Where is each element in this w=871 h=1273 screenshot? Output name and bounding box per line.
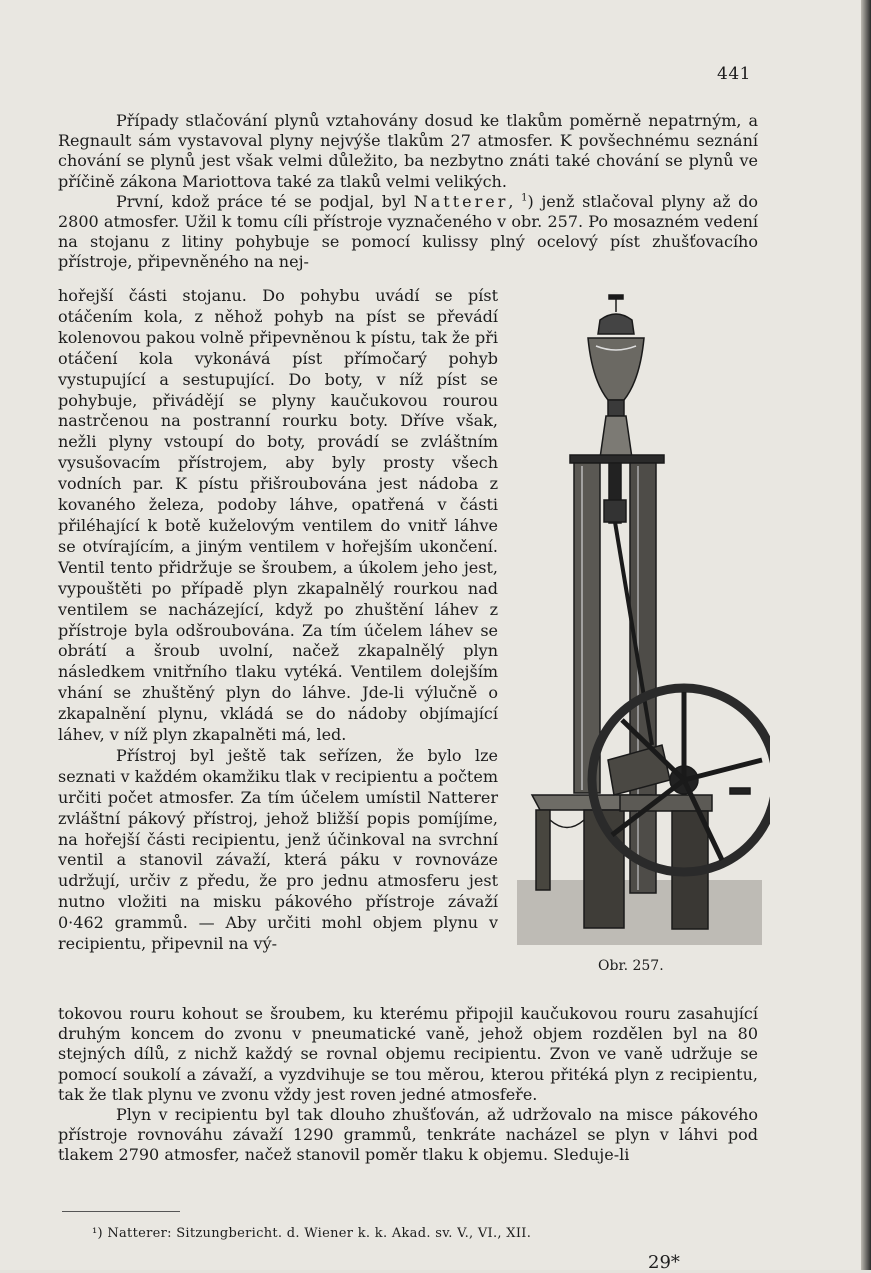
page-number: 441 bbox=[717, 64, 751, 84]
paragraph-1: Případy stlačování plynů vztahovány dosud ke tlakům poměrně nepatrným, a Regnault sám vystavoval plyny nejvýše tlakům 27 atmosfer. K povšechnému seznání chování se plynů jest však velmi důležito, ba nezbytno znáti také chování se plynů ve příčině zákona Mariottova také za tlaků velmi velikých. bbox=[58, 111, 758, 191]
text-block-top bbox=[58, 111, 758, 273]
paragraph-4: Přístroj byl ještě tak seřízen, že bylo lze seznati v každém okamžiku tlak v recipientu a počtem určiti počet atmosfer. Za tím účelem umístil Natterer zvláštní pákový přístroj, jehož bližší popis pomíjíme, na hořejší části recipientu, jenž účinkoval na svrchní ventil a stanovil závaží, která páku v rovnováze udržují, určiv z předu, že pro jednu atmosferu jest nutno vložiti na misku pákového přístroje závaží 0·462 grammů. — Aby určiti mohl objem plynu v recipientu, připevnil na vý- bbox=[58, 745, 498, 954]
paragraph-5: tokovou rouru kohout se šroubem, ku kterému připojil kaučukovou rouru zasahující druhým koncem do zvonu v pneumatické vaně, jehož objem rozdělen byl na 80 stejných dílů, z nichž každý se rovnal objemu recipientu. Zvon ve vaně udržuje se pomocí soukolí a závaží, a vyzdvihuje se tou měrou, kterou přitéká plyn z recipientu, tak že tlak plynu ve zvonu vždy jest roven jedné atmosfeře. bbox=[58, 1004, 758, 1104]
text-block-bottom bbox=[58, 1004, 758, 1166]
paragraph-2: První, kdož práce té se podjal, byl Natterer, $^1$) jenž stlačoval plyny až do 2800 atmosfer. Užil k tomu cíli přístroje vyznačeného v obr. 257. Po mosazném vedení na stojanu z litiny pohybuje se pomocí kulissy plný ocelový píst zhušťovacího přístroje, připevněného na nej- bbox=[58, 191, 759, 272]
footnote-mark: 1 bbox=[521, 192, 528, 204]
text-block-narrow bbox=[58, 286, 498, 955]
apparatus-figure bbox=[512, 290, 770, 950]
paragraph-3: hořejší části stojanu. Do pohybu uvádí se píst otáčením kola, z něhož pohyb na píst se převádí kolenovou pakou volně připevněnou k pístu, tak že při otáčení kola vykonává píst přímočarý pohyb vystupující a sestupující. Do boty, v níž píst se pohybuje, přivádějí se plyny kaučukovou rourou nastrčenou na postranní rourku boty. Dříve však, nežli plyny vstoupí do boty, provádí se zvláštním vysušovacím přístrojem, aby byly prosty všech vodních par. K pístu přišroubována jest nádoba z kovaného železa, podoby láhve, opatřená v části přiléhající k botě kuželovým ventilem do vnitř láhve se otvírajícím, a jiným ventilem v hořejším ukončení. Ventil tento přidržuje se šroubem, a úkolem jeho jest, vypouštěti po případě plyn zkapalnělý rourkou nad ventilem se nacházející, když po zhuštění láhev z přístroje byla odšroubována. Za tím účelem láhev se obrátí a šroub uvolní, načež zkapalnělý plyn následkem vnitřního tlaku vytéká. Ventilem dolejším vhání se zhuštěný plyn do láhve. Jde-li výlučně o zkapalnění plynu, vkládá se do nádoby objímající láhev, v níž plyn zkapalněti má, led. bbox=[58, 286, 498, 745]
footnote-rule bbox=[62, 1211, 180, 1212]
footnote: ¹) Natterer: Sitzungbericht. d. Wiener k. k. Akad. sv. V., VI., XII. bbox=[92, 1226, 532, 1241]
signature-mark: 29* bbox=[648, 1252, 680, 1273]
figure-caption: Obr. 257. bbox=[598, 958, 664, 974]
author-name: Natterer bbox=[413, 191, 509, 211]
paragraph-6: Plyn v recipientu byl tak dlouho zhušťován, až udržovalo na misce pákového přístroje rovnováhu závaží 1290 grammů, tenkráte nacházel se plyn v láhvi pod tlakem 2790 atmosfer, načež stanovil poměr tlaku k objemu. Sleduje-li bbox=[58, 1105, 758, 1165]
page-edge-shadow bbox=[861, 0, 871, 1270]
